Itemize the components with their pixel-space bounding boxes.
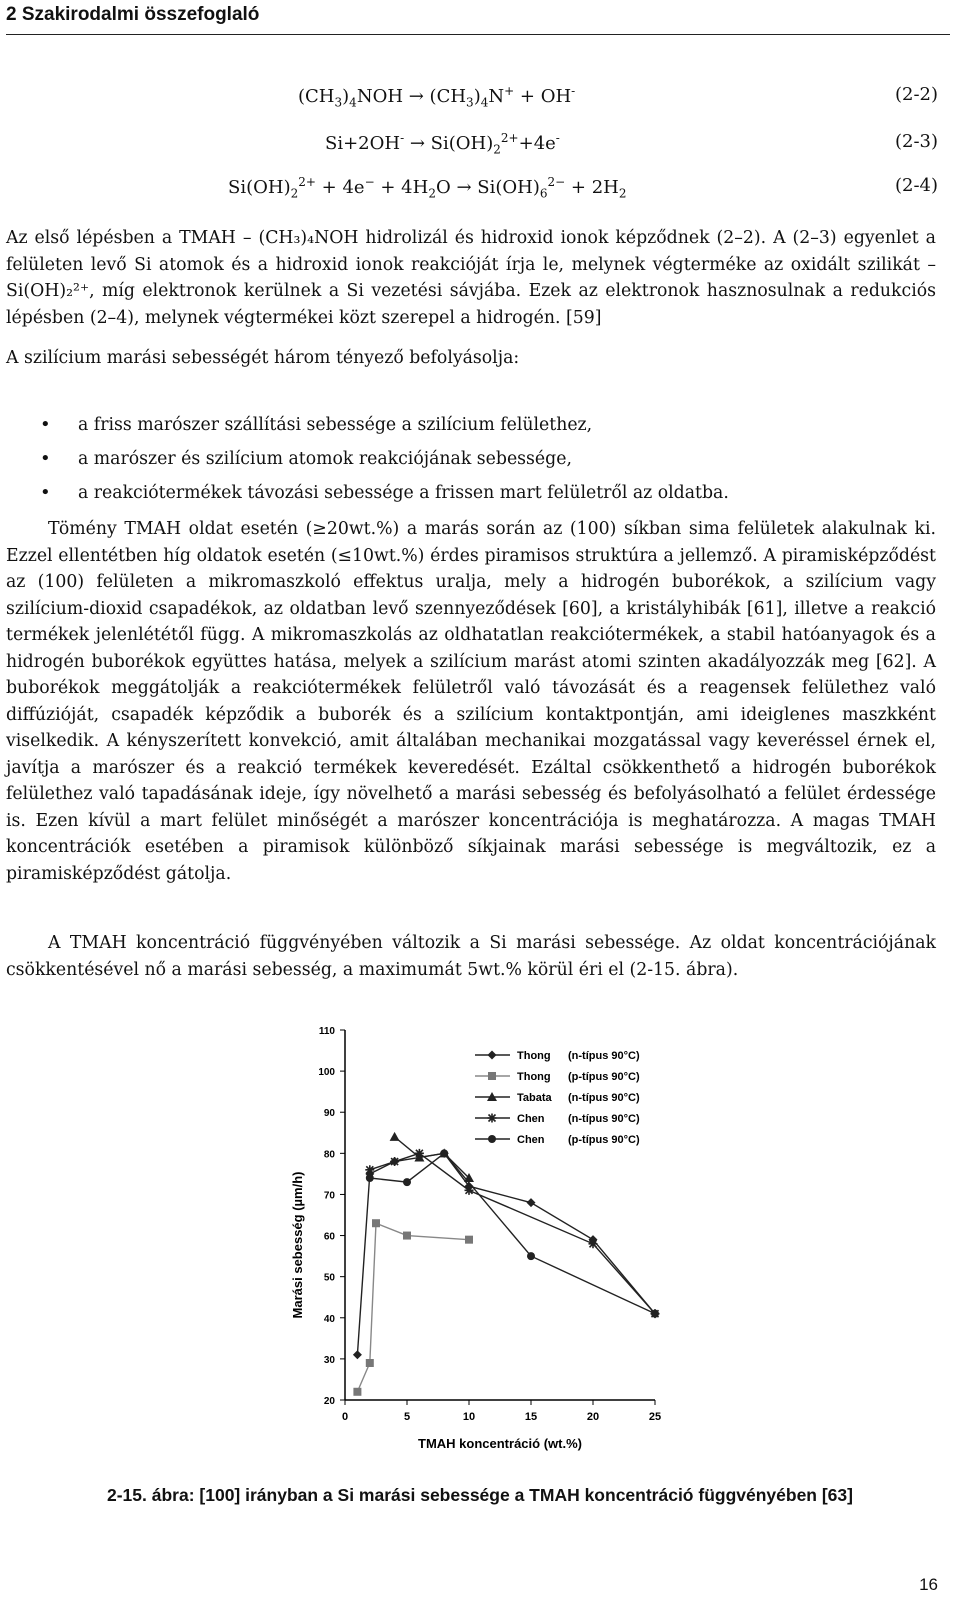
y-tick-label: 60 — [323, 1231, 335, 1243]
legend-marker — [488, 1135, 496, 1143]
y-tick-label: 100 — [318, 1067, 335, 1079]
y-tick-label: 30 — [323, 1354, 335, 1366]
etch-rate-chart — [270, 1020, 690, 1460]
legend-series-name: Chen — [517, 1113, 545, 1125]
series-line — [370, 1153, 655, 1313]
equation-number: (2-4) — [894, 175, 938, 196]
data-point — [366, 1174, 374, 1182]
legend-series-condition: (p-típus 90°C) — [568, 1071, 640, 1083]
legend-series-condition: (n-típus 90°C) — [568, 1050, 640, 1062]
data-point — [440, 1149, 448, 1157]
data-point — [527, 1252, 535, 1260]
series-line — [357, 1153, 655, 1354]
data-point — [403, 1232, 411, 1240]
x-tick-label: 5 — [403, 1411, 411, 1423]
x-tick-label: 10 — [462, 1411, 476, 1423]
data-point — [415, 1149, 424, 1158]
data-point — [390, 1132, 400, 1141]
legend-series-name: Chen — [517, 1134, 545, 1146]
data-point — [403, 1178, 411, 1186]
series-line — [357, 1223, 469, 1392]
x-tick-label: 0 — [341, 1411, 349, 1423]
list-item: • a reakciótermékek távozási sebessége a frissen mart felületről az oldatba. — [40, 476, 930, 510]
factor-list — [40, 408, 930, 510]
data-point — [651, 1310, 659, 1318]
data-point — [353, 1388, 361, 1396]
equation-number: (2-2) — [894, 84, 938, 105]
paragraph-concentration: A TMAH koncentráció függvényében változik a Si marási sebessége. Az oldat koncentrációjának csökkentésével nő a marási sebesség, a maximumát 5wt.% körül éri el (2-15. ábra). — [6, 933, 936, 980]
list-item: • a friss marószer szállítási sebessége a szilícium felülethez, — [40, 408, 930, 442]
legend-series-condition: (n-típus 90°C) — [568, 1113, 640, 1125]
data-point — [465, 1236, 473, 1244]
data-point — [589, 1239, 598, 1248]
y-tick-label: 90 — [323, 1108, 335, 1120]
data-point — [365, 1165, 374, 1174]
y-tick-label: 40 — [323, 1313, 335, 1325]
data-point — [527, 1198, 536, 1207]
x-axis-label: TMAH koncentráció (wt.%) — [418, 1436, 582, 1451]
legend-series-name: Thong — [517, 1050, 551, 1062]
page-number: 16 — [919, 1575, 938, 1594]
legend-series-condition: (p-típus 90°C) — [568, 1134, 640, 1146]
y-tick-label: 80 — [323, 1149, 335, 1161]
list-item: • a marószer és szilícium atomok reakciójának sebessége, — [40, 442, 930, 476]
paragraph-micromasking: Tömény TMAH oldat esetén (≥20wt.%) a marás során az (100) síkban sima felületek alakulnak ki. Ezzel ellentétben híg oldatok esetén (≤10wt.%) érdes piramisos struktúra a jellemző. A piramisképződést az (100) felületen a mikromaszkoló effektus uralja, mely a hidrogén buborékok, a szilícium vagy szilícium-dioxid csapadékok, az oldatban levő szennyeződések [60], a kristályhibák [61], illetve a reakció termékek jelenlététől függ. A mikromaszkolás az oldhatatlan reakciótermékek, a stabil hatóanyagok és a hidrogén buborékok együttes hatása, melyek a szilícium marást atomi szinten akadályozzák meg [62]. A buborékok meggátolják a reakciótermékek felületről való távozását és a reagensek felülethez való diffúzióját, csapadék képződik a buborék és a szilícium kontaktpontján, ami ideiglenes maszkként viselkedik. A kényszerített konvekció, amit általában mechanikai mozgatással vagy keveréssel érnek el, javítja a marószer és a reakció termékek keveredését. Ezáltal csökkenthető a hidrogén buborékok felülethez való tapadásának ideje, így növelhető a marási sebesség és befolyásolható a felület érdessége is. Ezen kívül a mart felület minőségét a marószer koncentrációja is meghatározza. A magas TMAH koncentrációk esetében a piramisok különböző síkjainak marási sebessége is megváltozik, ez a piramisképződést gátolja. — [6, 519, 936, 884]
legend-marker — [488, 1051, 497, 1060]
paragraph-reaction-steps: Az első lépésben a TMAH – (CH₃)₄NOH hidrolizál és hidroxid ionok képződnek (2–2). A (2–3) egyenlet a felületen levő Si atomok és a hidroxid ionok reakcióját írja le, melynek végterméke az oxidált szilikát – Si(OH)₂²⁺, míg elektronok kerülnek a Si vezetési sávjába. Ezek az elektronok hasznosulnak a redukciós lépésben (2–4), melynek végtermékei közt szerepel a hidrogén. [59] — [6, 228, 936, 328]
chapter-header — [6, 0, 950, 35]
equation-2-4: $Si(OH)_2^{2+} + 4e^- + 4H_2O \to Si(OH)_6^{2-} + 2H_2$ — [228, 175, 627, 201]
y-axis-label: Marási sebesség (µm/h) — [290, 1171, 305, 1319]
data-point — [390, 1157, 399, 1166]
data-point — [366, 1359, 374, 1367]
equation-2-3: $Si+2OH^- \to Si(OH)_2^{2+}+4e^-$ — [325, 131, 560, 157]
legend-series-name: Thong — [517, 1071, 551, 1083]
data-point — [353, 1350, 362, 1359]
x-tick-label: 15 — [524, 1411, 538, 1423]
data-point — [372, 1219, 380, 1227]
y-tick-label: 50 — [323, 1272, 335, 1284]
figure-caption: 2-15. ábra: [100] irányban a Si marási sebessége a TMAH koncentráció függvényében [63] — [107, 1485, 853, 1505]
equation-number: (2-3) — [894, 131, 938, 152]
y-tick-label: 20 — [323, 1396, 335, 1407]
x-tick-label: 25 — [648, 1411, 662, 1423]
paragraph-factors-intro: A szilícium marási sebességét három tényező befolyásolja: — [6, 348, 520, 368]
chapter-title: 2 Szakirodalmi összefoglaló — [6, 4, 260, 25]
legend-marker — [488, 1072, 496, 1080]
legend-marker — [488, 1114, 497, 1123]
legend-series-condition: (n-típus 90°C) — [568, 1092, 640, 1104]
x-tick-label: 20 — [586, 1411, 600, 1423]
y-tick-label: 70 — [323, 1190, 335, 1202]
equation-2-2: $(CH_3)_4NOH \to (CH_3)_4N^+ + OH^-$ — [298, 84, 576, 110]
y-tick-label: 110 — [318, 1026, 335, 1037]
legend-series-name: Tabata — [517, 1092, 552, 1104]
